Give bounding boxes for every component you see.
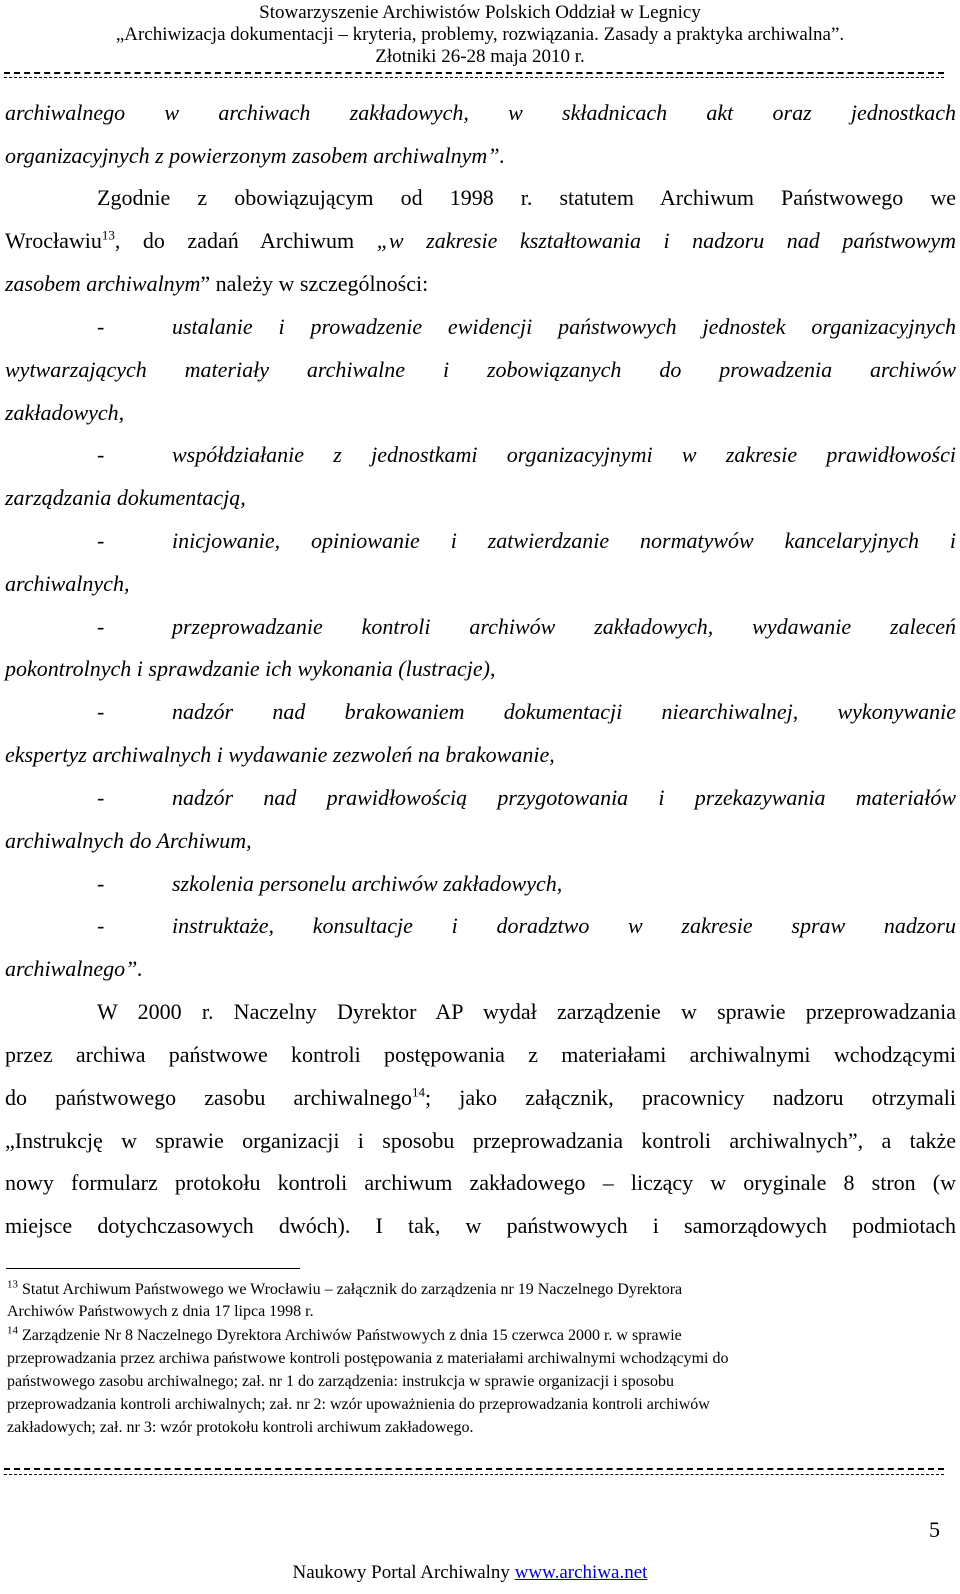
footnote-14 [7, 1326, 957, 1346]
bullet-dash: - [97, 528, 105, 553]
footnote-14-continuation: zakładowych; zał. nr 3: wzór protokołu kontroli archiwum zakładowego. [7, 1419, 474, 1436]
footer-link[interactable]: www.archiwa.net [514, 1562, 648, 1583]
paragraph-start: W 2000 r. Naczelny Dyrektor AP wydał zarządzenie w sprawie przeprowadzania [97, 999, 956, 1024]
header-separator [4, 72, 944, 74]
footer-separator [4, 1468, 944, 1470]
bullet-item: przeprowadzanie kontroli archiwów zakładowych, wydawanie zaleceń [172, 614, 956, 639]
bullet-item: ustalanie i prowadzenie ewidencji państwowych jednostek organizacyjnych [172, 314, 956, 339]
footer [0, 1562, 940, 1584]
body-line: nowy formularz protokołu kontroli archiwum zakładowego – liczący w oryginale 8 stron (w [5, 1170, 956, 1195]
quote-span: zasobem archiwalnym [5, 271, 201, 296]
header-separator-2 [4, 77, 944, 78]
footnote-text: Zarządzenie Nr 8 Naczelnego Dyrektora Archiwów Państwowych z dnia 15 czerwca 2000 r. w sprawie [18, 1327, 682, 1344]
bullet-item: nadzór nad prawidłowością przygotowania i przekazywania materiałów [172, 785, 956, 810]
body-line [5, 1085, 956, 1111]
bullet-continuation: wytwarzających materiały archiwalne i zobowiązanych do prowadzenia archiwów [5, 357, 956, 382]
body-line: archiwalnego w archiwach zakładowych, w składnicach akt oraz jednostkach [5, 100, 956, 125]
text-span: , do zadań Archiwum [114, 228, 377, 253]
footnote-ref-14: 14 [411, 1084, 425, 1100]
bullet-item: nadzór nad brakowaniem dokumentacji niearchiwalnej, wykonywanie [172, 699, 956, 724]
body-line [5, 228, 956, 254]
text-span: do państwowego zasobu archiwalnego [5, 1085, 412, 1110]
bullet-continuation: archiwalnych do Archiwum, [5, 828, 252, 853]
header-organization: Stowarzyszenie Archiwistów Polskich Oddział w Legnicy [259, 2, 701, 23]
bullet-continuation: ekspertyz archiwalnych i wydawanie zezwoleń na brakowanie, [5, 742, 555, 767]
bullet-dash: - [97, 785, 105, 810]
footnote-text: Statut Archiwum Państwowego we Wrocławiu – załącznik do zarządzenia nr 19 Naczelnego Dyrektora [18, 1281, 683, 1298]
footnote-separator [6, 1268, 300, 1269]
bullet-continuation: archiwalnego”. [5, 956, 143, 981]
bullet-dash: - [97, 699, 105, 724]
body-line: organizacyjnych z powierzonym zasobem archiwalnym”. [5, 143, 506, 168]
paragraph-start: Zgodnie z obowiązującym od 1998 r. statutem Archiwum Państwowego we [97, 185, 956, 210]
text-span: Wrocławiu [5, 228, 102, 253]
footnote-14-continuation: państwowego zasobu archiwalnego; zał. nr 1 do zarządzenia: instrukcja w sprawie organizacji i sposobu [7, 1373, 675, 1390]
footer-text: Naukowy Portal Archiwalny [292, 1562, 515, 1583]
bullet-dash: - [97, 314, 105, 339]
header-place-date: Złotniki 26-28 maja 2010 r. [375, 46, 585, 67]
footnote-number: 13 [7, 1278, 18, 1291]
bullet-continuation: zarządzania dokumentacją, [5, 485, 246, 510]
body-line: „Instrukcję w sprawie organizacji i sposobu przeprowadzania kontroli archiwalnych”, a także [5, 1128, 956, 1153]
body-line: miejsce dotychczasowych dwóch). I tak, w państwowych i samorządowych podmiotach [5, 1213, 956, 1238]
bullet-item: inicjowanie, opiniowanie i zatwierdzanie normatywów kancelaryjnych i [172, 528, 956, 553]
footnote-13 [7, 1280, 957, 1300]
bullet-continuation: zakładowych, [5, 400, 125, 425]
bullet-dash: - [97, 913, 105, 938]
page-number: 5 [929, 1517, 940, 1542]
bullet-item: współdziałanie z jednostkami organizacyjnymi w zakresie prawidłowości [172, 442, 956, 467]
footnote-14-continuation: przeprowadzania kontroli archiwalnych; zał. nr 2: wzór upoważnienia do przeprowadzania kontroli archiwów [7, 1396, 710, 1413]
body-line [5, 271, 956, 297]
bullet-item: instruktaże, konsultacje i doradztwo w zakresie spraw nadzoru [172, 913, 956, 938]
text-span: ; jako załącznik, pracownicy nadzoru otrzymali [424, 1085, 956, 1110]
bullet-continuation: pokontrolnych i sprawdzanie ich wykonania (lustracje), [5, 656, 496, 681]
header-conference-title: „Archiwizacja dokumentacji – kryteria, problemy, rozwiązania. Zasady a praktyka archiwalna”. [115, 24, 845, 45]
body-line: przez archiwa państwowe kontroli postępowania z materiałami archiwalnymi wchodzącymi [5, 1042, 956, 1067]
footnote-ref-13: 13 [101, 227, 115, 243]
bullet-item: szkolenia personelu archiwów zakładowych, [172, 871, 563, 896]
bullet-continuation: archiwalnych, [5, 571, 130, 596]
quote-span: „w zakresie kształtowania i nadzoru nad państwowym [376, 228, 957, 253]
bullet-dash: - [97, 871, 105, 896]
footnote-number: 14 [7, 1324, 18, 1337]
bullet-dash: - [97, 442, 105, 467]
text-span: ” należy w szczególności: [200, 271, 429, 296]
footnote-14-continuation: przeprowadzania przez archiwa państwowe kontroli postępowania z materiałami archiwalnymi wchodzącymi do [7, 1350, 729, 1367]
bullet-dash: - [97, 614, 105, 639]
footnote-13-continuation: Archiwów Państwowych z dnia 17 lipca 1998 r. [7, 1303, 314, 1320]
footer-separator-2 [4, 1474, 944, 1475]
